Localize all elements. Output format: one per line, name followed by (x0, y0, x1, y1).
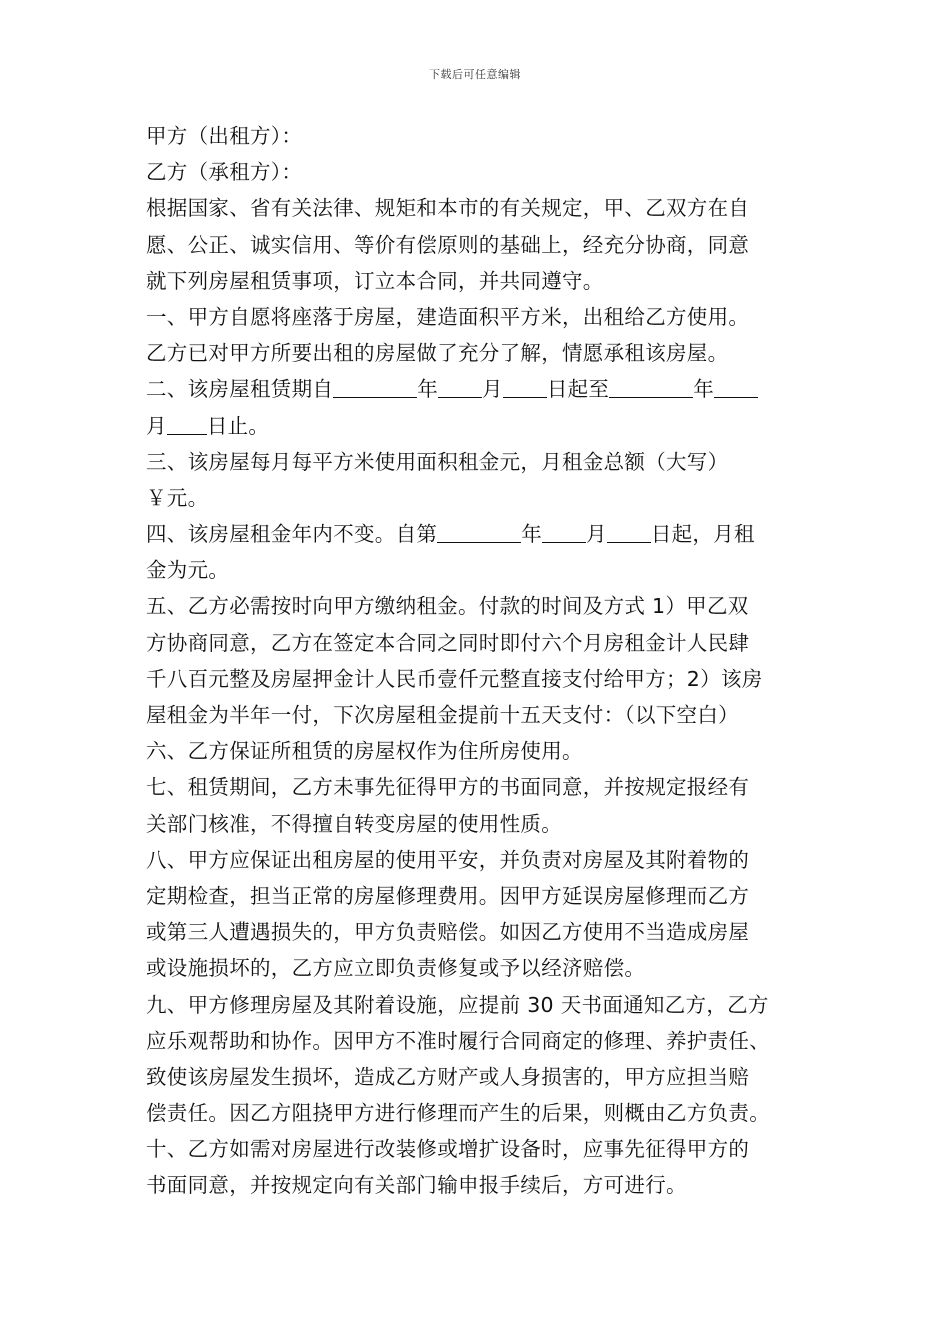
blank-year-field[interactable] (333, 375, 417, 398)
month-label: 月 (482, 377, 503, 402)
blank-month-field[interactable] (542, 520, 586, 543)
clause-4-line: 金为元。 (146, 558, 230, 583)
clause-10-line: 书面同意，并按规定向有关部门输申报手续后，方可进行。 (146, 1173, 687, 1198)
party-a-line: 甲方（出租方）： (146, 124, 303, 148)
clause-4-line (146, 516, 811, 552)
clause-6-line: 六、乙方保证所租赁的房屋权作为住所房使用。 (146, 739, 583, 764)
blank-year-end-field[interactable] (609, 375, 693, 398)
blank-month-end-field[interactable] (714, 375, 758, 398)
clause-2-line (146, 408, 811, 444)
clause-2-prefix: 二、该房屋租赁期自 (146, 377, 334, 402)
clause-9-line: 致使该房屋发生损坏，造成乙方财产或人身损害的，甲方应担当赔 (146, 1064, 750, 1089)
clause-8-line: 八、甲方应保证出租房屋的使用平安，并负责对房屋及其附着物的 (146, 847, 750, 872)
page-header-note: 下载后可任意编辑 (429, 68, 521, 81)
clause-1-line: 一、甲方自愿将座落于房屋，建造面积平方米，出租给乙方使用。 (146, 304, 750, 329)
blank-month-field[interactable] (438, 375, 482, 398)
clause-5-line: 五、乙方必需按时向甲方缴纳租金。付款的时间及方式 1）甲乙双 (146, 594, 749, 619)
clause-8-line: 定期检查，担当正常的房屋修理费用。因甲方延误房屋修理而乙方 (146, 883, 750, 908)
year-label: 年 (521, 522, 543, 547)
clause-9-line: 九、甲方修理房屋及其附着设施，应提前 30 天书面通知乙方，乙方 (146, 992, 769, 1017)
blank-day-end-field[interactable] (167, 412, 207, 435)
clause-7-line: 七、租赁期间，乙方未事先征得甲方的书面同意，并按规定报经有 (146, 775, 750, 800)
intro-line: 就下列房屋租赁事项，订立本合同，并共同遵守。 (146, 268, 604, 293)
clause-3-line: ￥元。 (146, 485, 209, 510)
clause-3-line: 三、该房屋每月每平方米使用面积租金元，月租金总额（大写） (146, 449, 729, 474)
day-from-label: 日起，月租 (650, 522, 755, 547)
clause-9-line: 偿责任。因乙方阻挠甲方进行修理而产生的后果，则概由乙方负责。 (146, 1101, 770, 1126)
intro-line: 根据国家、省有关法律、规矩和本市的有关规定，甲、乙双方在自 (146, 196, 750, 221)
party-b-line: 乙方（承租方）： (146, 160, 303, 185)
day-from-label: 日起至 (546, 377, 610, 402)
year-end-label: 年 (693, 377, 715, 402)
blank-day-field[interactable] (503, 375, 547, 398)
contract-body (146, 118, 811, 1204)
clause-5-line: 千八百元整及房屋押金计人民币壹仟元整直接支付给甲方；2）该房 (146, 666, 763, 691)
month-end-label: 月 (146, 413, 167, 438)
clause-1-line: 乙方已对甲方所要出租的房屋做了充分了解，情愿承租该房屋。 (146, 341, 729, 366)
day-end-label: 日止。 (206, 413, 270, 438)
intro-line: 愿、公正、诚实信用、等价有偿原则的基础上，经充分协商，同意 (146, 232, 750, 257)
year-label: 年 (417, 377, 439, 402)
clause-8-line: 或第三人遭遇损失的，甲方负责赔偿。如因乙方使用不当造成房屋 (146, 920, 750, 945)
clause-10-line: 十、乙方如需对房屋进行改装修或增扩设备时，应事先征得甲方的 (146, 1137, 750, 1162)
clause-5-line: 屋租金为半年一付，下次房屋租金提前十五天支付：（以下空白） (146, 703, 739, 727)
blank-day-field[interactable] (607, 520, 651, 543)
clause-5-line: 方协商同意，乙方在签定本合同之同时即付六个月房租金计人民肆 (146, 630, 750, 655)
clause-7-line: 关部门核准，不得擅自转变房屋的使用性质。 (146, 811, 562, 836)
month-label: 月 (586, 522, 607, 547)
clause-9-line: 应乐观帮助和协作。因甲方不准时履行合同商定的修理、养护责任、 (146, 1028, 770, 1053)
clause-4-prefix: 四、该房屋租金年内不变。自第 (146, 522, 438, 547)
blank-year-field[interactable] (437, 520, 521, 543)
clause-8-line: 或设施损坏的，乙方应立即负责修复或予以经济赔偿。 (146, 956, 646, 981)
clause-2-line (146, 371, 811, 407)
